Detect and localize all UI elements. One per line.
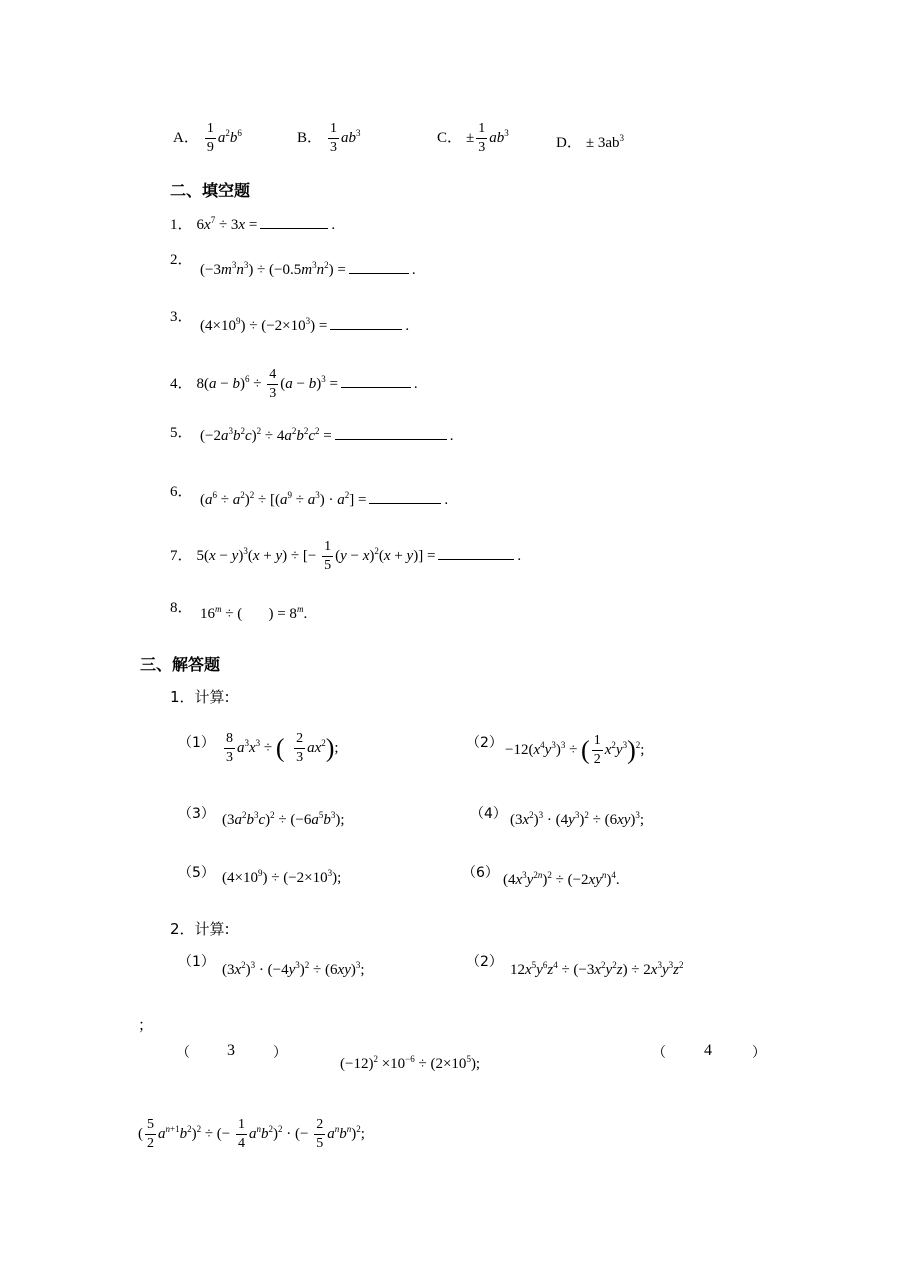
fill-q7: [170, 540, 521, 573]
p2-item-4-number: 4: [704, 1042, 712, 1059]
fill-q2-expr: $(-3m^3n^3) \div (-0.5m^3n^2)$ = .: [200, 260, 416, 278]
option-a-label: A．: [173, 129, 199, 146]
option-c-label: C．: [437, 129, 463, 146]
p2-item-2-semicolon: ；: [138, 1018, 154, 1034]
fill-q4-expr: $8(a - b)^6$ ÷ $\frac{4}{3}$ $(a - b)^3$ = .: [196, 367, 418, 401]
fill-q4: [170, 368, 418, 401]
p1-item-6-expr: $(4x^3y^{2n})^2 \div (-2xy^n)^4$.: [503, 870, 620, 888]
fill-q7-expr: $5(x - y)^3(x + y)$ ÷ [− $\frac{1}{5}$ $(y - x)^2(x + y)$] = .: [196, 539, 522, 573]
answer-blank: [341, 386, 411, 388]
fill-q6-number: 6．: [170, 484, 193, 500]
answer-blank: [438, 558, 514, 560]
option-b: [297, 122, 361, 155]
p2-item-4-expr: ( $\frac{5}{2}$ $a^{n+1}b^2)^2$ ÷ (− $\frac{1}{4}$ $a^nb^2)^2$ · (− $\frac{2}{5}$ $a^nb^n)^2$;: [138, 1117, 365, 1151]
p2-item-3-expr: $(-12)^2 \times 10^{-6} \div (2\times 10^5)$;: [340, 1054, 481, 1072]
p2-item-2-number: （2）: [466, 954, 503, 970]
fill-q4-number: 4．: [170, 375, 193, 392]
section-3-heading: 三、解答题: [140, 655, 221, 674]
option-c-sign: ±: [466, 129, 475, 146]
p2-item-3-number: 3: [227, 1042, 235, 1059]
p1-item-6-number: （6）: [462, 865, 499, 881]
fill-q5-expr: $(-2a^3b^2c)^2 \div 4a^2b^2c^2$ = .: [200, 426, 454, 444]
option-d: D． ± $3ab^3$: [556, 133, 624, 151]
p2-item-3-open-paren: （: [176, 1045, 190, 1061]
p1-item-2-expr: $-12(x^4y^3)^3$ ÷ ( $\frac{1}{2}$ $x^2y^3)^2$;: [505, 733, 645, 767]
section-2-heading: 二、填空题: [170, 181, 251, 200]
p2-item-3-close-paren: ）: [273, 1045, 287, 1061]
p1-item-3-number: （3）: [178, 806, 215, 822]
p1-item-3-expr: $(3a^2b^3c)^2 \div (-6a^5b^3)$;: [222, 810, 345, 828]
answer-blank: [335, 438, 447, 440]
p1-item-5-number: （5）: [178, 865, 215, 881]
p1-item-1-number: （1）: [178, 735, 215, 751]
problem-2-title: 2．计算:: [170, 920, 230, 938]
answer-blank: [349, 272, 409, 274]
option-d-label: D．: [556, 135, 582, 151]
fill-q3-number: 3．: [170, 309, 193, 325]
p2-item-4-open-paren: （: [652, 1045, 666, 1061]
p2-item-4-close-paren: ）: [752, 1045, 766, 1061]
fill-q1-expr: $6x^7 \div 3x$ =: [196, 215, 258, 233]
option-a-expr: $\frac{1}{9}$ $a^2b^6$: [206, 121, 242, 155]
answer-blank: [260, 227, 328, 229]
option-d-expr: ± 3ab: [585, 135, 620, 151]
option-c-expr: ± $\frac{1}{3}$ $ab^3$: [466, 121, 509, 155]
p1-item-1-expr: $\frac{8}{3}$ $a^3x^3$ ÷ ( $\frac{2}{3}$ $ax^2$);: [226, 731, 339, 765]
p2-item-1-expr: $(3x^2)^3 \cdot (-4y^3)^2 \div (6xy)^3$;: [222, 960, 365, 978]
fill-q3-expr: $(4\times 10^9) \div (-2\times 10^3)$ = .: [200, 316, 410, 334]
p1-item-4-expr: $(3x^2)^3 \cdot (4y^3)^2 \div (6xy)^3$;: [510, 810, 645, 828]
option-b-expr: $\frac{1}{3}$ $ab^3$: [330, 121, 361, 155]
option-a: [173, 122, 242, 155]
p1-item-5-expr: $(4\times 10^9) \div (-2\times 10^3)$;: [222, 868, 342, 886]
answer-blank: [330, 328, 402, 330]
p2-item-1-number: （1）: [178, 954, 215, 970]
fill-q7-number: 7．: [170, 547, 193, 564]
fill-q1: 1． $6x^7 \div 3x$ = .: [170, 215, 336, 233]
p1-item-4-number: （4）: [470, 806, 507, 822]
option-b-label: B．: [297, 129, 323, 146]
p2-item-2-expr: $12x^5y^6z^4 \div (-3x^2y^2z) \div 2x^3y^3z^2$: [510, 960, 684, 978]
fill-q5-number: 5．: [170, 425, 193, 441]
option-c: [437, 122, 509, 155]
problem-1-title: 1．计算:: [170, 688, 230, 706]
fill-q6-expr: $(a^6 \div a^2)^2 \div [(a^9 \div a^3) \cdot a^2]$ = .: [200, 490, 449, 508]
fill-q1-number: 1．: [170, 217, 193, 233]
fill-q8-number: 8．: [170, 600, 193, 616]
p1-item-2-number: （2）: [466, 735, 503, 751]
answer-blank: [369, 502, 441, 504]
fill-q2-number: 2．: [170, 252, 193, 268]
fill-q8-expr: $16^m$ ÷ ( ) = $8^m$.: [200, 604, 308, 622]
